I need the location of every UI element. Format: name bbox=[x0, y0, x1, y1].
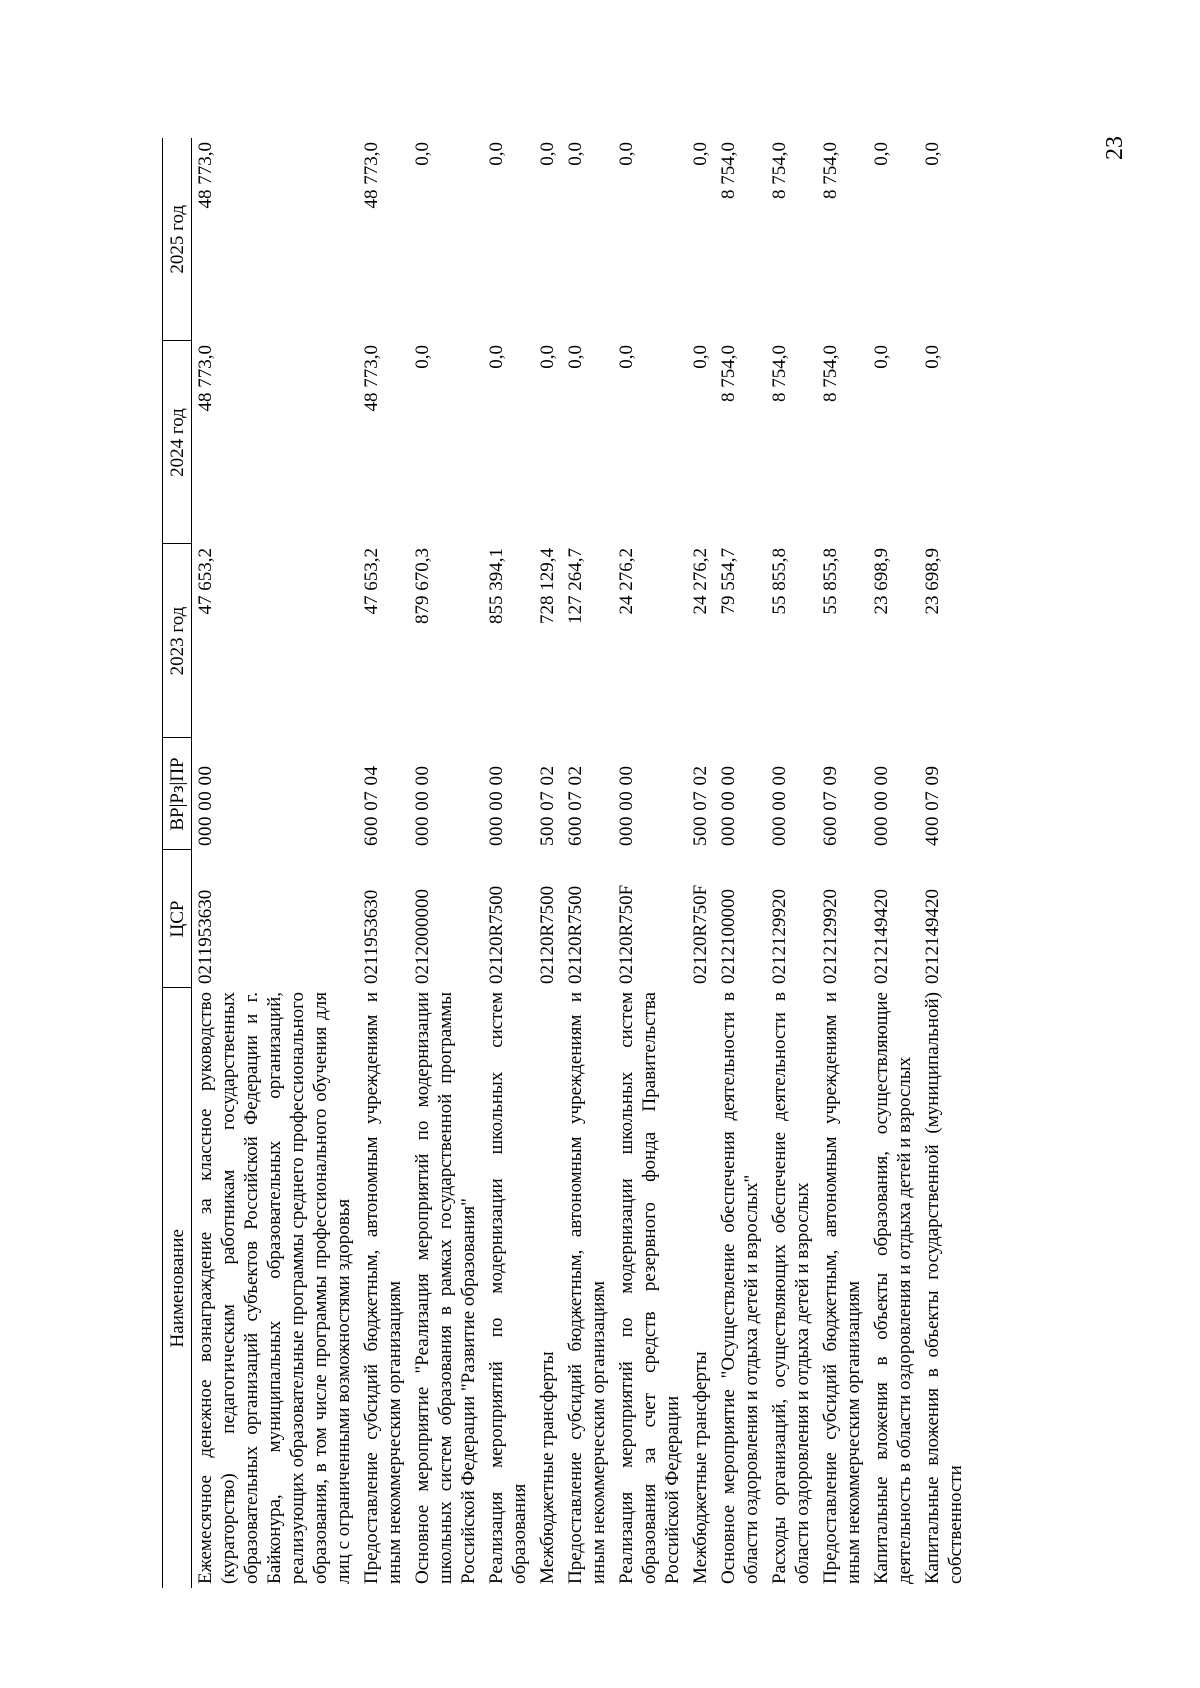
row-name: Реализация мероприятий по модернизации школьных систем образования bbox=[486, 992, 530, 1584]
row-vr-rz-pr-codes: 000 00 00 bbox=[486, 765, 507, 846]
row-value-2023: 855 394,1 bbox=[486, 548, 507, 624]
row-value-2025: 8 754,0 bbox=[718, 142, 739, 199]
row-value-2025: 0,0 bbox=[565, 142, 586, 166]
row-vr-rz-pr-codes: 000 00 00 bbox=[769, 765, 790, 846]
row-name: Расходы организаций, осуществляющих обеспечение деятельности в области оздоровления и отдыха детей и взрослых bbox=[769, 992, 813, 1584]
row-value-2024: 8 754,0 bbox=[769, 345, 790, 402]
row-name: Межбюджетные трансферты bbox=[690, 1351, 711, 1584]
table-row bbox=[817, 138, 868, 1588]
header-2024: 2024 год bbox=[163, 341, 192, 544]
row-name: Предоставление субсидий бюджетным, автономным учреждениям и иным некоммерческим организациям bbox=[565, 992, 609, 1584]
row-value-2024: 48 773,0 bbox=[195, 345, 216, 412]
header-csr: ЦСР bbox=[163, 850, 192, 988]
row-vr-rz-pr-codes: 000 00 00 bbox=[718, 765, 739, 846]
row-value-2023: 47 653,2 bbox=[361, 548, 382, 615]
row-value-2024: 0,0 bbox=[871, 345, 892, 369]
row-value-2023: 55 855,8 bbox=[769, 548, 790, 615]
row-value-2023: 23 698,9 bbox=[871, 548, 892, 615]
row-value-2025: 0,0 bbox=[412, 142, 433, 166]
row-value-2025: 48 773,0 bbox=[195, 142, 216, 209]
row-value-2023: 879 670,3 bbox=[412, 548, 433, 624]
row-value-2024: 0,0 bbox=[690, 345, 711, 369]
row-vr-rz-pr-codes: 000 00 00 bbox=[412, 765, 433, 846]
table-row bbox=[868, 138, 919, 1588]
table-body bbox=[192, 138, 971, 1588]
row-value-2024: 0,0 bbox=[537, 345, 558, 369]
row-vr-rz-pr-codes: 600 07 02 bbox=[565, 765, 586, 846]
table-row bbox=[192, 138, 359, 1588]
row-name: Межбюджетные трансферты bbox=[537, 1351, 558, 1584]
row-csr-code: 0212149420 bbox=[922, 889, 943, 984]
row-csr-code: 0212100000 bbox=[718, 889, 739, 984]
row-value-2024: 8 754,0 bbox=[718, 345, 739, 402]
header-name: Наименование bbox=[163, 988, 192, 1588]
rotated-page-content bbox=[162, 138, 1070, 1588]
table-row bbox=[562, 138, 613, 1588]
row-csr-code: 02120R7500 bbox=[565, 885, 586, 984]
row-value-2023: 127 264,7 bbox=[565, 548, 586, 624]
row-value-2025: 0,0 bbox=[537, 142, 558, 166]
row-csr-code: 02120R750F bbox=[690, 884, 711, 984]
row-value-2025: 8 754,0 bbox=[820, 142, 841, 199]
row-name: Капитальные вложения в объекты государственной (муниципальной) собственности bbox=[922, 992, 966, 1584]
row-value-2025: 0,0 bbox=[871, 142, 892, 166]
row-value-2023: 24 276,2 bbox=[616, 548, 637, 615]
row-value-2025: 0,0 bbox=[616, 142, 637, 166]
row-csr-code: 0212129920 bbox=[769, 889, 790, 984]
row-value-2025: 8 754,0 bbox=[769, 142, 790, 199]
row-name: Основное мероприятие "Осуществление обеспечения деятельности в области оздоровления и отдыха детей и взрослых" bbox=[718, 992, 762, 1584]
table-header bbox=[163, 138, 192, 1588]
budget-table bbox=[162, 138, 970, 1588]
table-row bbox=[715, 138, 766, 1588]
row-csr-code: 0212129920 bbox=[820, 889, 841, 984]
row-name: Капитальные вложения в объекты образования, осуществляющие деятельность в области оздоровления и отдыха детей и взрослых bbox=[871, 992, 915, 1584]
row-value-2023: 23 698,9 bbox=[922, 548, 943, 615]
row-value-2025: 48 773,0 bbox=[361, 142, 382, 209]
row-csr-code: 0212149420 bbox=[871, 889, 892, 984]
row-csr-code: 0211953630 bbox=[195, 889, 216, 984]
row-csr-code: 0211953630 bbox=[361, 889, 382, 984]
row-value-2024: 0,0 bbox=[922, 345, 943, 369]
row-vr-rz-pr-codes: 000 00 00 bbox=[616, 765, 637, 846]
row-vr-rz-pr-codes: 500 07 02 bbox=[537, 765, 558, 846]
row-value-2023: 728 129,4 bbox=[537, 548, 558, 624]
row-value-2023: 55 855,8 bbox=[820, 548, 841, 615]
row-value-2024: 0,0 bbox=[412, 345, 433, 369]
table-row bbox=[483, 138, 534, 1588]
table-row bbox=[766, 138, 817, 1588]
header-vr-rz-pr: ВР|Рз|ПР bbox=[163, 738, 192, 850]
table-row bbox=[919, 138, 970, 1588]
row-value-2023: 79 554,7 bbox=[718, 548, 739, 615]
table-row bbox=[409, 138, 483, 1588]
row-name: Ежемесячное денежное вознаграждение за классное руководство (кураторство) педагогическим работникам государственных образовательных организаций субъектов Российской Федерации и г. Байконура, муниципальных образовательных организаций, реализующих образовательные программы среднего профессионального образования, в том числе программы профессионального обучения для лиц с ограниченными возможностями здоровья bbox=[195, 992, 354, 1584]
row-vr-rz-pr-codes: 500 07 02 bbox=[690, 765, 711, 846]
row-name: Основное мероприятие "Реализация мероприятий по модернизации школьных систем образования в рамках государственной программы Российской Федерации "Развитие образования" bbox=[412, 992, 479, 1584]
row-vr-rz-pr-codes: 000 00 00 bbox=[195, 765, 216, 846]
row-value-2024: 0,0 bbox=[565, 345, 586, 369]
row-csr-code: 02120R750F bbox=[616, 884, 637, 984]
row-value-2025: 0,0 bbox=[486, 142, 507, 166]
row-vr-rz-pr-codes: 000 00 00 bbox=[871, 765, 892, 846]
header-2025: 2025 год bbox=[163, 138, 192, 341]
row-name: Предоставление субсидий бюджетным, автономным учреждениям и иным некоммерческим организациям bbox=[361, 992, 405, 1584]
row-value-2023: 24 276,2 bbox=[690, 548, 711, 615]
row-value-2023: 47 653,2 bbox=[195, 548, 216, 615]
row-value-2024: 8 754,0 bbox=[820, 345, 841, 402]
header-pr: ПР bbox=[166, 757, 188, 782]
row-vr-rz-pr-codes: 600 07 04 bbox=[361, 765, 382, 846]
row-value-2024: 0,0 bbox=[616, 345, 637, 369]
row-name: Предоставление субсидий бюджетным, автономным учреждениям и иным некоммерческим организациям bbox=[820, 992, 864, 1584]
row-vr-rz-pr-codes: 400 07 09 bbox=[922, 765, 943, 846]
row-csr-code: 02120R7500 bbox=[486, 885, 507, 984]
header-rz: Рз bbox=[166, 785, 188, 804]
table-row bbox=[613, 138, 687, 1588]
row-vr-rz-pr-codes: 600 07 09 bbox=[820, 765, 841, 846]
row-value-2024: 48 773,0 bbox=[361, 345, 382, 412]
table-row bbox=[358, 138, 409, 1588]
header-vr: ВР bbox=[166, 807, 188, 831]
row-csr-code: 0212000000 bbox=[412, 889, 433, 984]
header-2023: 2023 год bbox=[163, 544, 192, 738]
row-name: Реализация мероприятий по модернизации школьных систем образования за счет средств резервного фонда Правительства Российской Федерации bbox=[616, 992, 683, 1584]
table-row bbox=[534, 138, 562, 1588]
page-number: 23 bbox=[1102, 136, 1128, 160]
row-csr-code: 02120R7500 bbox=[537, 885, 558, 984]
row-value-2024: 0,0 bbox=[486, 345, 507, 369]
table-row bbox=[687, 138, 715, 1588]
row-value-2025: 0,0 bbox=[922, 142, 943, 166]
row-value-2025: 0,0 bbox=[690, 142, 711, 166]
